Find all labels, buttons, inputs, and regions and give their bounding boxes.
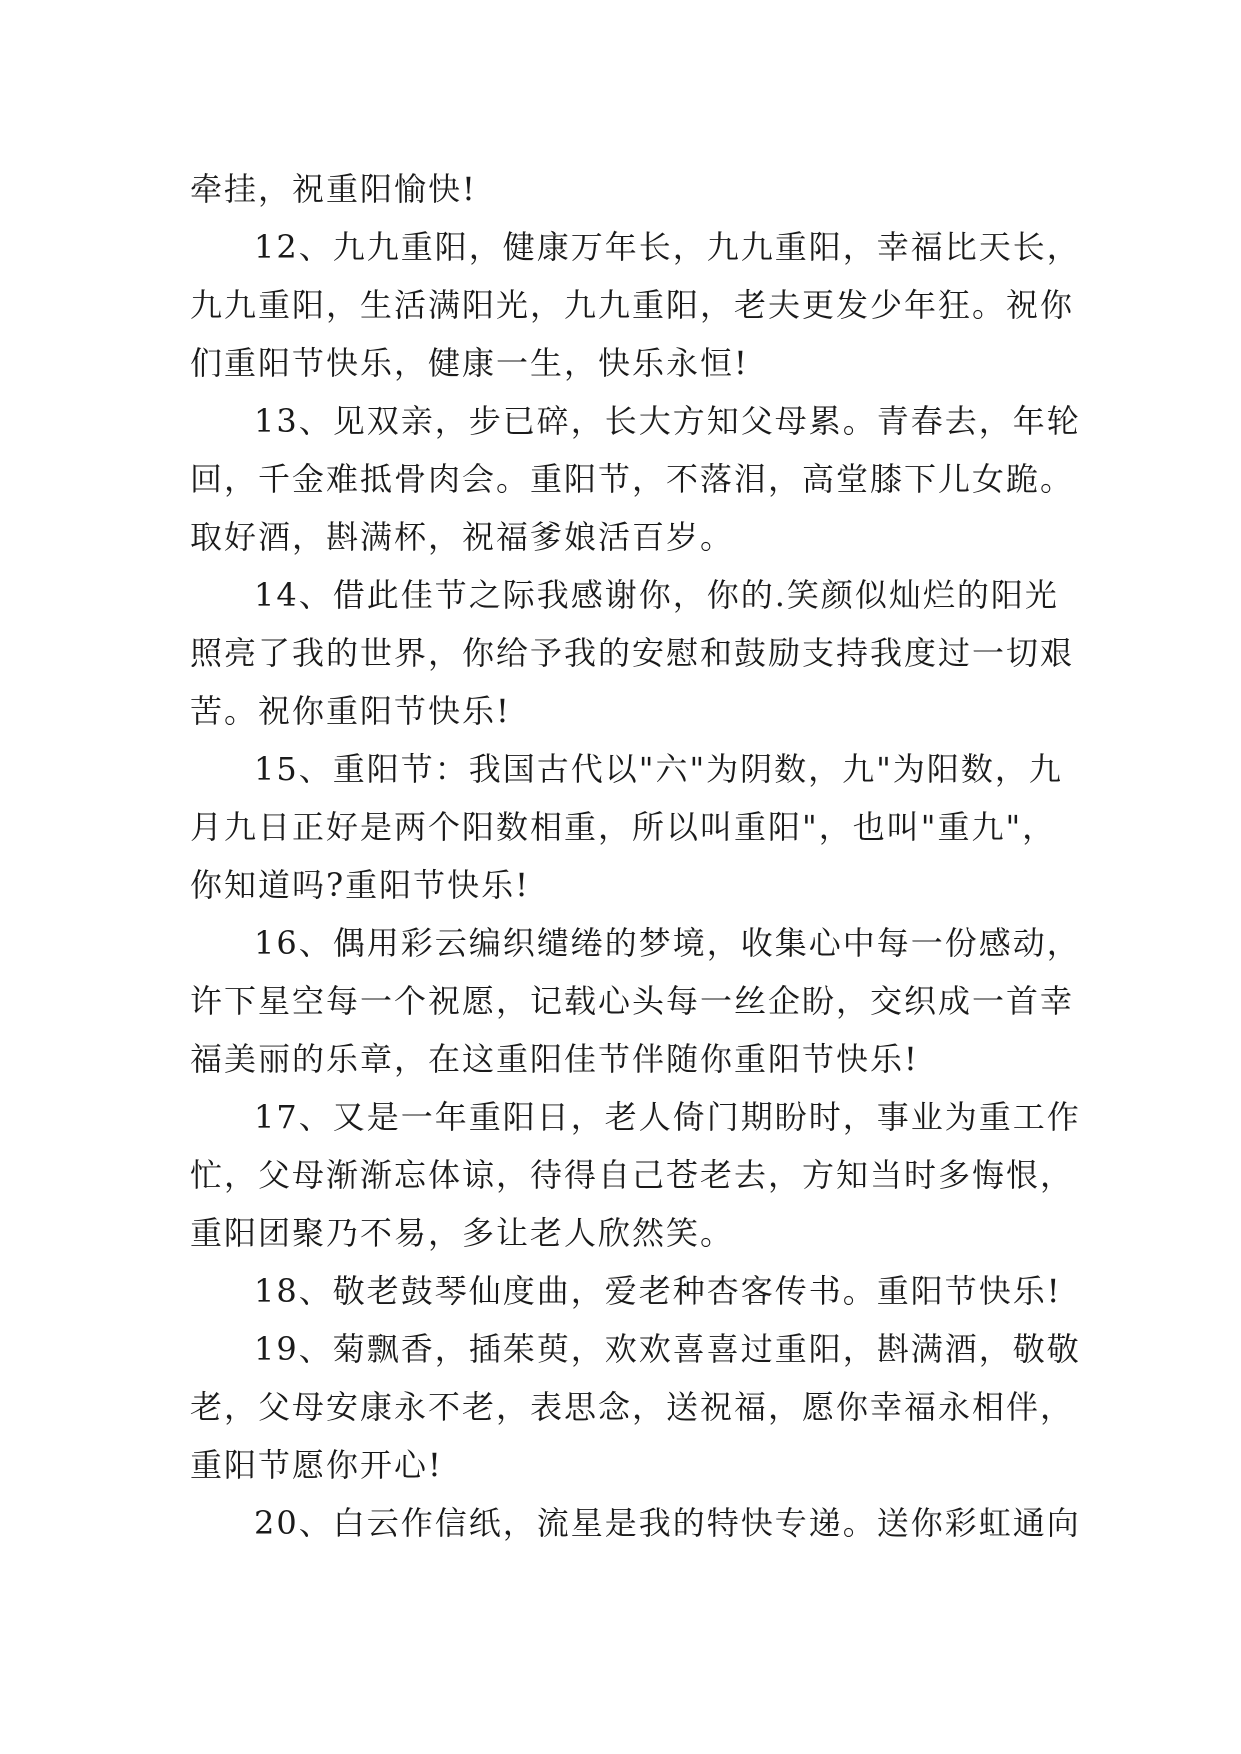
text-line-18: 忙，父母渐渐忘体谅，待得自己苍老去，方知当时多悔恨， [190, 1156, 1075, 1194]
text-line-4: 们重阳节快乐，健康一生，快乐永恒! [190, 344, 749, 382]
text-line-8: 14、借此佳节之际我感谢你，你的.笑颜似灿烂的阳光 [254, 576, 1059, 614]
text-line-1: 牵挂，祝重阳愉快! [190, 170, 477, 208]
text-line-20: 18、敬老鼓琴仙度曲，爱老种杏客传书。重阳节快乐! [254, 1272, 1062, 1310]
text-line-22: 老，父母安康永不老，表思念，送祝福，愿你幸福永相伴， [190, 1388, 1075, 1426]
text-line-7: 取好酒，斟满杯，祝福爹娘活百岁。 [190, 518, 735, 556]
text-line-11: 15、重阳节：我国古代以"六"为阴数，九"为阳数，九 [254, 750, 1063, 788]
text-line-14: 16、偶用彩云编织缱绻的梦境，收集心中每一份感动， [254, 924, 1081, 962]
text-line-21: 19、菊飘香，插茱萸，欢欢喜喜过重阳，斟满酒，敬敬 [254, 1330, 1081, 1368]
text-line-3: 九九重阳，生活满阳光，九九重阳，老夫更发少年狂。祝你 [190, 286, 1075, 324]
text-line-6: 回，千金难抵骨肉会。重阳节，不落泪，高堂膝下儿女跪。 [190, 460, 1075, 498]
text-line-16: 福美丽的乐章，在这重阳佳节伴随你重阳节快乐! [190, 1040, 919, 1078]
document-body [190, 160, 1081, 1552]
text-line-13: 你知道吗?重阳节快乐! [190, 866, 531, 904]
text-line-12: 月九日正好是两个阳数相重，所以叫重阳"，也叫"重九"， [190, 808, 1057, 846]
text-line-15: 许下星空每一个祝愿，记载心头每一丝企盼，交织成一首幸 [190, 982, 1075, 1020]
text-line-2: 12、九九重阳，健康万年长，九九重阳，幸福比天长， [254, 228, 1081, 266]
text-line-24: 20、白云作信纸，流星是我的特快专递。送你彩虹通向 [254, 1504, 1081, 1542]
text-line-19: 重阳团聚乃不易，多让老人欣然笑。 [190, 1214, 735, 1252]
text-line-23: 重阳节愿你开心! [190, 1446, 443, 1484]
text-line-5: 13、见双亲，步已碎，长大方知父母累。青春去，年轮 [254, 402, 1081, 440]
text-line-10: 苦。祝你重阳节快乐! [190, 692, 511, 730]
text-line-17: 17、又是一年重阳日，老人倚门期盼时，事业为重工作 [254, 1098, 1081, 1136]
text-line-9: 照亮了我的世界，你给予我的安慰和鼓励支持我度过一切艰 [190, 634, 1075, 672]
